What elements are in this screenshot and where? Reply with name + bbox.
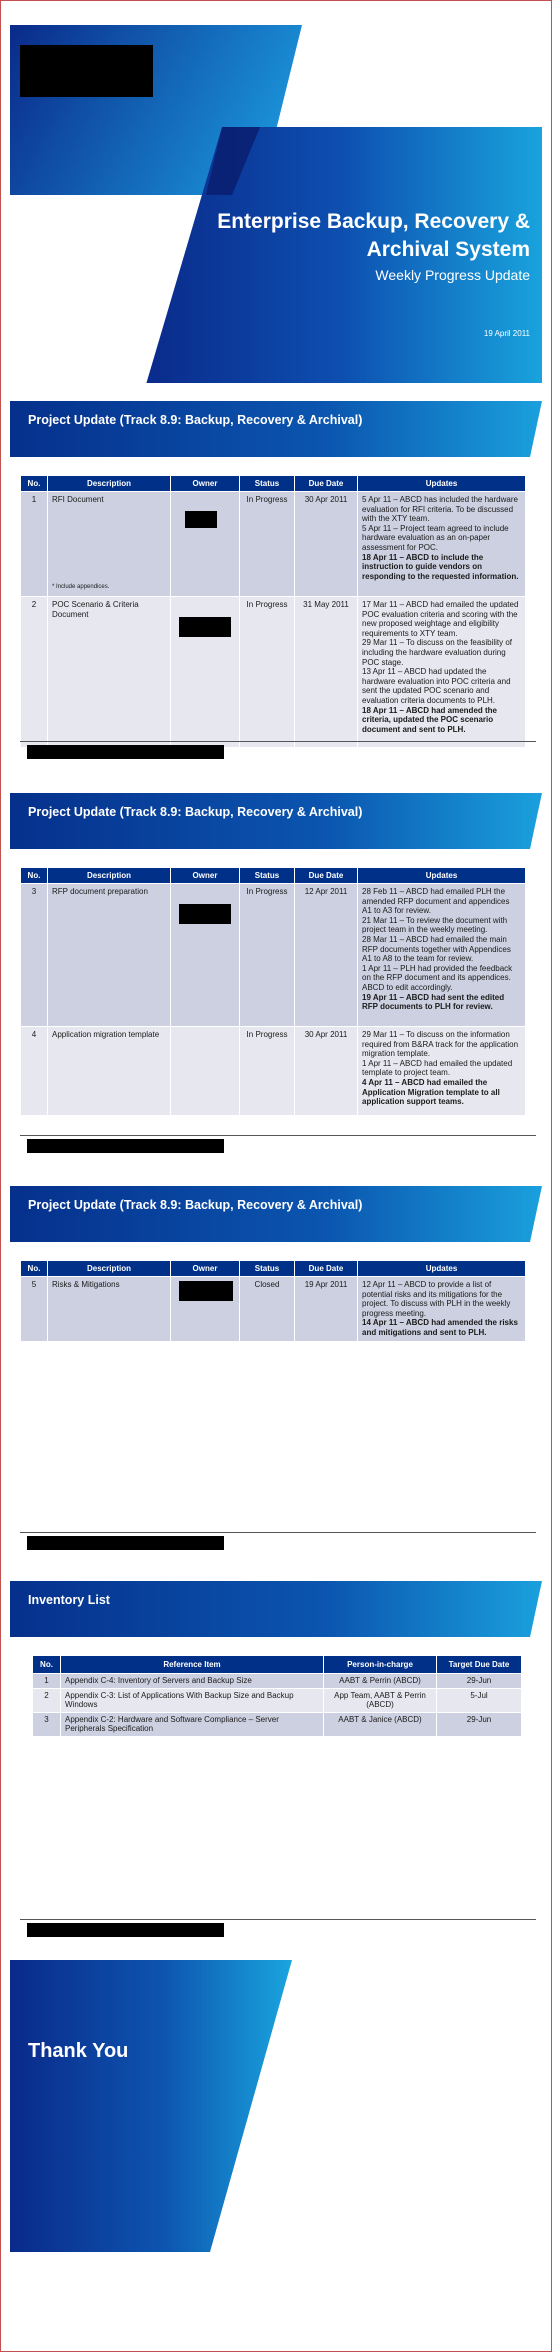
cell-owner bbox=[171, 1277, 240, 1342]
update-entry: 29 Mar 11 – To discuss on the feasibility of including the hardware evaluation during POC stage. bbox=[362, 638, 513, 667]
cell-person: AABT & Janice (ABCD) bbox=[324, 1712, 437, 1736]
col-header: Owner bbox=[171, 868, 240, 884]
update-entry: 18 Apr 11 – ABCD had amended the criteria, updated the POC scenario document and sent to PLH. bbox=[362, 705, 497, 734]
presentation-date: 19 April 2011 bbox=[483, 329, 530, 338]
cell-status: In Progress bbox=[240, 884, 295, 1027]
col-header: Person-in-charge bbox=[324, 1656, 437, 1674]
cell-description bbox=[48, 597, 171, 748]
inventory-table bbox=[32, 1655, 522, 1737]
update-entry: 12 Apr 11 – ABCD to provide a list of potential risks and its mitigations for the project. To discuss with PLH in the weekly progress meeting. bbox=[362, 1280, 511, 1318]
footer-divider bbox=[20, 1532, 536, 1533]
cell-no: 3 bbox=[33, 1712, 61, 1736]
cell-item: Appendix C-3: List of Applications With Backup Size and Backup Windows bbox=[61, 1688, 324, 1712]
cell-due-date: 12 Apr 2011 bbox=[295, 884, 358, 1027]
banner-title: Inventory List bbox=[28, 1593, 110, 1607]
col-header: Target Due Date bbox=[437, 1656, 522, 1674]
cell-owner bbox=[171, 884, 240, 1027]
redacted-owner bbox=[179, 1281, 233, 1301]
project-update-slide bbox=[10, 383, 542, 763]
title-slide bbox=[10, 25, 542, 398]
cell-description bbox=[48, 492, 171, 597]
banner-bar bbox=[10, 1581, 542, 1637]
project-update-slide bbox=[10, 775, 542, 1157]
col-header: Due Date bbox=[295, 1261, 358, 1277]
col-header: No. bbox=[21, 476, 48, 492]
cell-due: 5-Jul bbox=[437, 1688, 522, 1712]
cell-due: 29-Jun bbox=[437, 1712, 522, 1736]
cell-updates bbox=[358, 597, 526, 748]
cell-no: 2 bbox=[21, 597, 48, 748]
cell-no: 1 bbox=[33, 1674, 61, 1689]
thanks-background bbox=[10, 1960, 542, 2252]
update-entry: 14 Apr 11 – ABCD had amended the risks and mitigations and sent to PLH. bbox=[362, 1318, 518, 1337]
cell-no: 1 bbox=[21, 492, 48, 597]
cell-item: Appendix C-2: Hardware and Software Compliance – Server Peripherals Specification bbox=[61, 1712, 324, 1736]
col-header: Status bbox=[240, 1261, 295, 1277]
banner-bar bbox=[10, 1186, 542, 1242]
redacted-owner bbox=[185, 511, 217, 528]
cell-status: In Progress bbox=[240, 1027, 295, 1116]
col-header: Owner bbox=[171, 476, 240, 492]
update-table bbox=[20, 1260, 526, 1342]
title-line-1: Enterprise Backup, Recovery & bbox=[217, 210, 530, 233]
update-entry: 28 Mar 11 – ABCD had emailed the main RFP documents together with Appendices A1 to A8 to the team for review. bbox=[362, 934, 511, 964]
update-entry: 18 Apr 11 – ABCD to include the instruction to guide vendors on responding to the requested information. bbox=[362, 552, 519, 581]
cell-owner bbox=[171, 1027, 240, 1116]
table-row bbox=[21, 1277, 526, 1342]
col-header: Due Date bbox=[295, 476, 358, 492]
table-row bbox=[21, 884, 526, 1027]
cell-no: 2 bbox=[33, 1688, 61, 1712]
table-row bbox=[33, 1674, 522, 1689]
banner-title: Project Update (Track 8.9: Backup, Recovery & Archival) bbox=[28, 413, 363, 427]
cell-item: Appendix C-4: Inventory of Servers and Backup Size bbox=[61, 1674, 324, 1689]
presentation-subtitle: Weekly Progress Update bbox=[375, 267, 530, 283]
redacted-footer bbox=[27, 1536, 224, 1550]
update-entry: 13 Apr 11 – ABCD had updated the hardware evaluation into POC criteria and sent the updated POC scenario and evaluation criteria documents to PLH. bbox=[362, 667, 511, 705]
table-row bbox=[21, 1027, 526, 1116]
banner-bar bbox=[10, 793, 542, 849]
col-header: Reference Item bbox=[61, 1656, 324, 1674]
update-table bbox=[20, 475, 526, 748]
cell-due-date: 30 Apr 2011 bbox=[295, 1027, 358, 1116]
col-header: Description bbox=[48, 868, 171, 884]
update-entry: 4 Apr 11 – ABCD had emailed the Application Migration template to all application support teams. bbox=[362, 1077, 500, 1107]
update-table bbox=[20, 867, 526, 1116]
description-text: RFP document preparation bbox=[52, 887, 148, 896]
redacted-footer bbox=[27, 1923, 224, 1937]
cell-owner bbox=[171, 597, 240, 748]
footer-divider bbox=[20, 741, 536, 742]
table-row bbox=[33, 1712, 522, 1736]
table-row bbox=[33, 1688, 522, 1712]
title-line-2: Archival System bbox=[366, 238, 530, 261]
cell-no: 5 bbox=[21, 1277, 48, 1342]
cell-due: 29-Jun bbox=[437, 1674, 522, 1689]
presentation-title bbox=[190, 208, 530, 264]
update-entry: 1 Apr 11 – ABCD had emailed the updated template to project team. bbox=[362, 1058, 513, 1078]
col-header: Due Date bbox=[295, 868, 358, 884]
col-header: No. bbox=[21, 1261, 48, 1277]
col-header: No. bbox=[33, 1656, 61, 1674]
inventory-slide bbox=[10, 1563, 542, 1941]
description-text: RFI Document bbox=[52, 495, 104, 504]
cell-person: AABT & Perrin (ABCD) bbox=[324, 1674, 437, 1689]
cell-updates bbox=[358, 884, 526, 1027]
cell-no: 3 bbox=[21, 884, 48, 1027]
cell-updates bbox=[358, 1277, 526, 1342]
col-header: Updates bbox=[358, 868, 526, 884]
description-note: * Include appendices. bbox=[52, 584, 110, 591]
table-row bbox=[21, 492, 526, 597]
update-entry: 19 Apr 11 – ABCD had sent the edited RFP documents to PLH for review. bbox=[362, 992, 505, 1012]
update-entry: 1 Apr 11 – PLH had provided the feedback on the RFP document and its appendices. ABCD to edit accordingly. bbox=[362, 963, 513, 992]
cell-due-date: 31 May 2011 bbox=[295, 597, 358, 748]
cell-status: In Progress bbox=[240, 597, 295, 748]
col-header: Status bbox=[240, 476, 295, 492]
update-entry: 21 Mar 11 – To review the document with project team in the weekly meeting. bbox=[362, 915, 508, 935]
update-entry: 17 Mar 11 – ABCD had emailed the updated POC evaluation criteria and scoring with the new proposed weightage and eligibility requirements to XTY team. bbox=[362, 600, 519, 638]
update-entry: 29 Mar 11 – To discuss on the information required from B&RA track for the application migration template. bbox=[362, 1030, 519, 1059]
cell-description bbox=[48, 1027, 171, 1116]
redacted-owner bbox=[179, 904, 231, 924]
col-header: Owner bbox=[171, 1261, 240, 1277]
redacted-owner bbox=[179, 617, 231, 637]
thank-you-slide bbox=[10, 1960, 542, 2252]
cell-status: Closed bbox=[240, 1277, 295, 1342]
update-entry: 5 Apr 11 – ABCD has included the hardware evaluation for RFI criteria. To be discussed with the XTY team. bbox=[362, 495, 518, 524]
redacted-footer bbox=[27, 1139, 224, 1153]
description-text: Application migration template bbox=[52, 1030, 160, 1039]
update-entry: 5 Apr 11 – Project team agreed to include hardware evaluation as an on-paper assessment for POC. bbox=[362, 523, 509, 552]
thank-you-text: Thank You bbox=[28, 2040, 129, 2062]
cell-no: 4 bbox=[21, 1027, 48, 1116]
col-header: Updates bbox=[358, 476, 526, 492]
cell-updates bbox=[358, 1027, 526, 1116]
col-header: Description bbox=[48, 1261, 171, 1277]
cell-status: In Progress bbox=[240, 492, 295, 597]
cell-person: App Team, AABT & Perrin (ABCD) bbox=[324, 1688, 437, 1712]
cell-owner bbox=[171, 492, 240, 597]
redacted-logo bbox=[20, 45, 153, 97]
col-header: Updates bbox=[358, 1261, 526, 1277]
col-header: No. bbox=[21, 868, 48, 884]
cell-due-date: 19 Apr 2011 bbox=[295, 1277, 358, 1342]
banner-bar bbox=[10, 401, 542, 457]
cell-due-date: 30 Apr 2011 bbox=[295, 492, 358, 597]
description-text: Risks & Mitigations bbox=[52, 1280, 120, 1289]
cell-description bbox=[48, 884, 171, 1027]
footer-divider bbox=[20, 1919, 536, 1920]
redacted-footer bbox=[27, 745, 224, 759]
update-entry: 28 Feb 11 – ABCD had emailed PLH the amended RFP document and appendices A1 to A3 for review. bbox=[362, 887, 510, 916]
banner-title: Project Update (Track 8.9: Backup, Recovery & Archival) bbox=[28, 805, 363, 819]
description-text: POC Scenario & Criteria Document bbox=[52, 600, 139, 619]
project-update-slide bbox=[10, 1168, 542, 1554]
banner-title: Project Update (Track 8.9: Backup, Recovery & Archival) bbox=[28, 1198, 363, 1212]
cell-description bbox=[48, 1277, 171, 1342]
cell-updates bbox=[358, 492, 526, 597]
table-row bbox=[21, 597, 526, 748]
col-header: Status bbox=[240, 868, 295, 884]
col-header: Description bbox=[48, 476, 171, 492]
footer-divider bbox=[20, 1135, 536, 1136]
